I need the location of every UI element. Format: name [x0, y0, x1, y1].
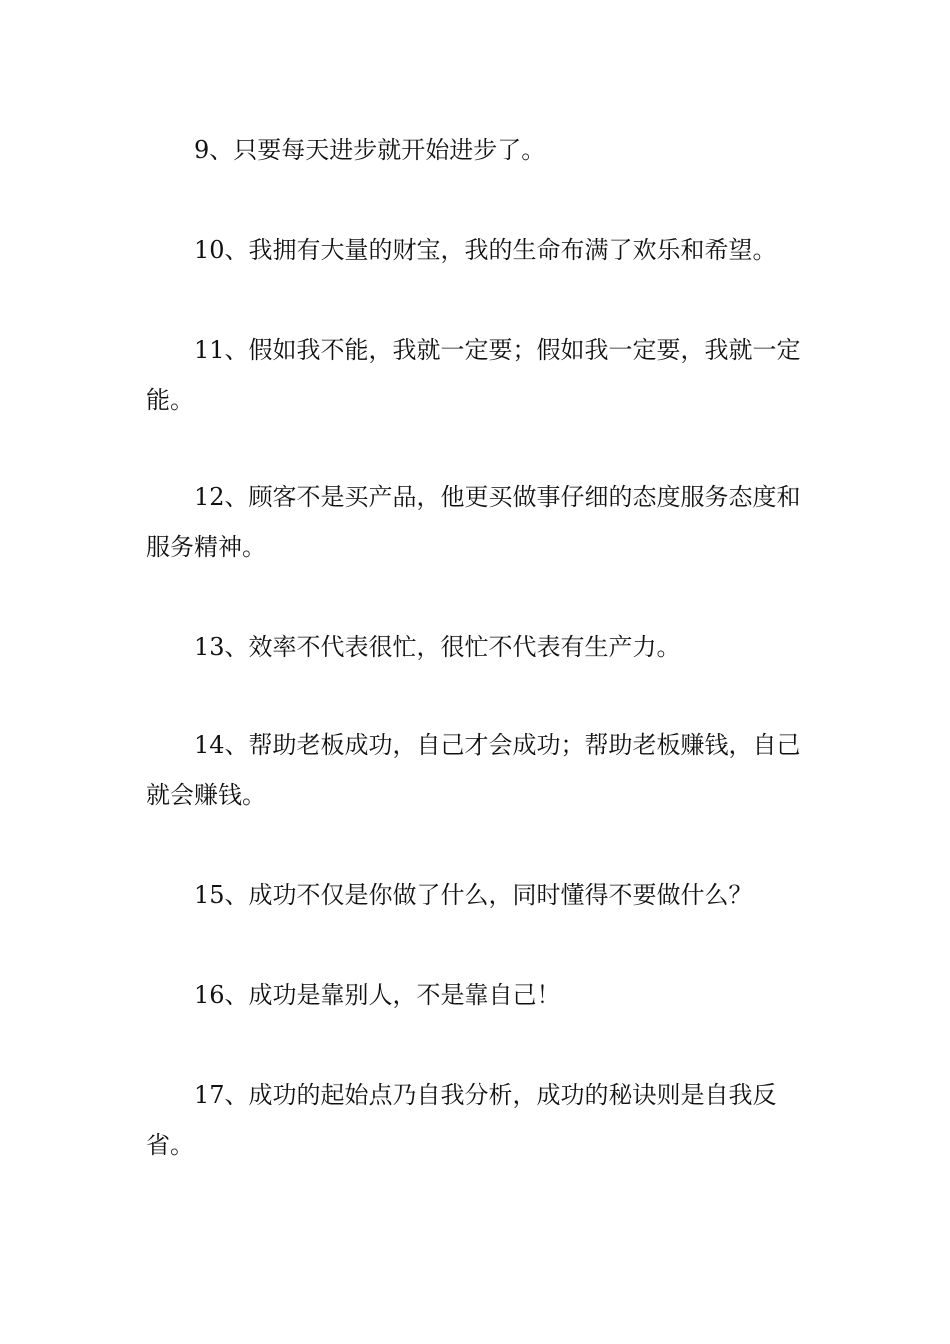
paragraph-12: 12、顾客不是买产品，他更买做事仔细的态度服务态度和服务精神。 [146, 483, 801, 561]
paragraph-11: 11、假如我不能，我就一定要；假如我一定要，我就一定能。 [146, 336, 801, 414]
paragraph-13: 13、效率不代表很忙，很忙不代表有生产力。 [194, 633, 681, 661]
paragraph-14: 14、帮助老板成功，自己才会成功；帮助老板赚钱，自己就会赚钱。 [146, 731, 801, 809]
paragraph-15: 15、成功不仅是你做了什么，同时懂得不要做什么？ [194, 881, 753, 909]
paragraph-10: 10、我拥有大量的财宝，我的生命布满了欢乐和希望。 [194, 236, 777, 264]
paragraph-16: 16、成功是靠别人，不是靠自己！ [194, 981, 561, 1009]
paragraph-17: 17、成功的起始点乃自我分析，成功的秘诀则是自我反省。 [146, 1081, 777, 1159]
paragraph-9: 9、只要每天进步就开始进步了。 [194, 136, 546, 164]
